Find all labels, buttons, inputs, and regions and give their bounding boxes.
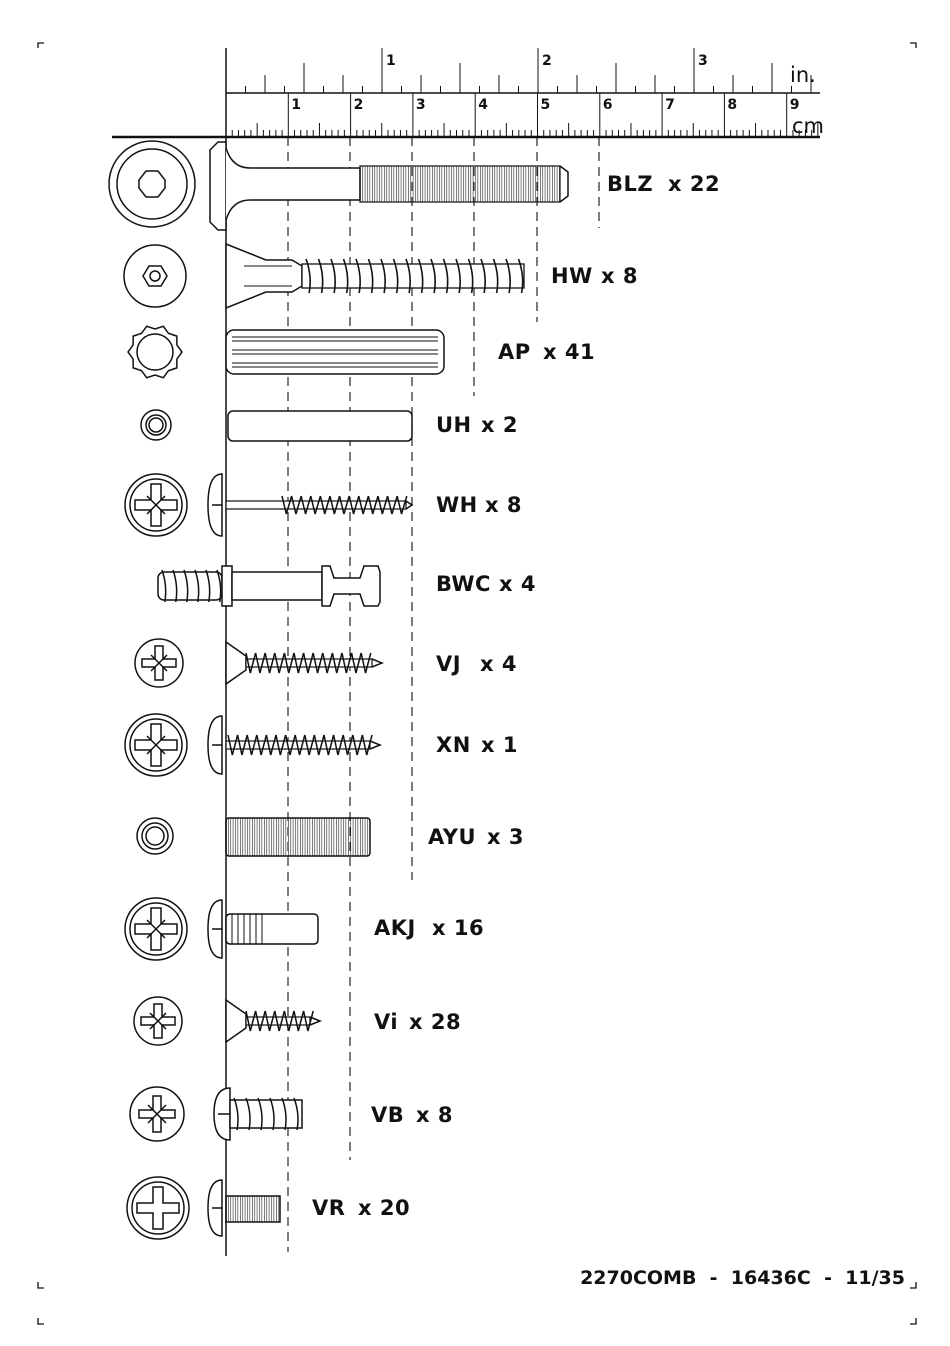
part-qty-akj: x 16	[432, 916, 485, 940]
inch-tick-label: 3	[698, 53, 708, 69]
part-code-uh: UH	[436, 413, 472, 437]
inch-unit-label: in.	[790, 63, 816, 87]
hex-socket-head-icon	[124, 245, 186, 307]
part-akj	[125, 898, 318, 960]
cm-tick-label: 4	[478, 97, 488, 113]
part-code-ayu: AYU	[428, 825, 477, 849]
part-qty-wh: x 8	[485, 493, 522, 517]
pozidriv-head-icon	[125, 474, 187, 536]
cm-unit-label: cm	[792, 114, 825, 138]
footer-reference: 2270COMB - 16436C - 11/35	[580, 1267, 905, 1289]
part-code-bwc: BWC	[436, 572, 491, 596]
part-qty-blz: x 22	[668, 172, 721, 196]
part-qty-ayu: x 3	[487, 825, 524, 849]
part-uh	[141, 410, 412, 441]
part-vb	[130, 1087, 302, 1141]
part-qty-vj: x 4	[480, 652, 517, 676]
part-vj	[135, 639, 382, 687]
cm-tick-label: 9	[789, 97, 800, 113]
inch-tick-label: 1	[386, 53, 396, 69]
inch-tick-label: 2	[542, 53, 552, 69]
cm-tick-label: 6	[602, 97, 613, 113]
pozidriv-head-icon	[135, 639, 183, 687]
cm-tick-label: 7	[665, 97, 675, 113]
cm-tick-label: 1	[291, 97, 302, 113]
cm-tick-label: 3	[415, 97, 426, 113]
part-qty-vb: x 8	[416, 1103, 453, 1127]
part-code-blz: BLZ	[607, 172, 654, 196]
part-wh	[125, 474, 412, 536]
part-qty-ap: x 41	[543, 340, 596, 364]
part-code-ap: AP	[498, 340, 531, 364]
part-xn	[125, 714, 380, 776]
part-code-vj: VJ	[436, 652, 462, 676]
part-vi	[134, 997, 320, 1045]
threaded-rod-end-icon	[137, 818, 173, 854]
part-bwc	[158, 566, 380, 606]
part-blz	[109, 141, 568, 230]
part-code-vb: VB	[371, 1103, 405, 1127]
part-hw	[124, 244, 524, 308]
pozidriv-head-icon	[125, 714, 187, 776]
cm-tick-label: 2	[353, 97, 364, 113]
part-vr	[127, 1177, 280, 1239]
fluted-dowel-end-icon	[128, 326, 182, 377]
part-qty-vr: x 20	[358, 1196, 411, 1220]
part-ap	[128, 326, 444, 377]
length-guides	[288, 137, 599, 1252]
hex-socket-flat-head-icon	[109, 141, 195, 227]
part-code-vi: Vi	[374, 1010, 399, 1034]
part-qty-xn: x 1	[481, 733, 518, 757]
pin-end-icon	[141, 410, 171, 440]
part-code-vr: VR	[312, 1196, 346, 1220]
part-ayu	[137, 818, 370, 856]
cm-tick-label: 8	[727, 97, 738, 113]
part-code-akj: AKJ	[374, 916, 416, 940]
crop-marks	[38, 43, 916, 1324]
part-labels	[312, 172, 720, 1220]
part-code-wh: WH	[436, 493, 478, 517]
part-qty-bwc: x 4	[499, 572, 536, 596]
pozidriv-head-icon	[134, 997, 182, 1045]
part-qty-vi: x 28	[409, 1010, 462, 1034]
pozidriv-head-icon	[125, 898, 187, 960]
part-qty-uh: x 2	[481, 413, 518, 437]
phillips-head-icon	[127, 1177, 189, 1239]
pozidriv-head-icon	[130, 1087, 184, 1141]
part-code-hw: HW	[551, 264, 593, 288]
part-code-xn: XN	[436, 733, 471, 757]
part-qty-hw: x 8	[601, 264, 638, 288]
cm-tick-label: 5	[540, 97, 551, 113]
